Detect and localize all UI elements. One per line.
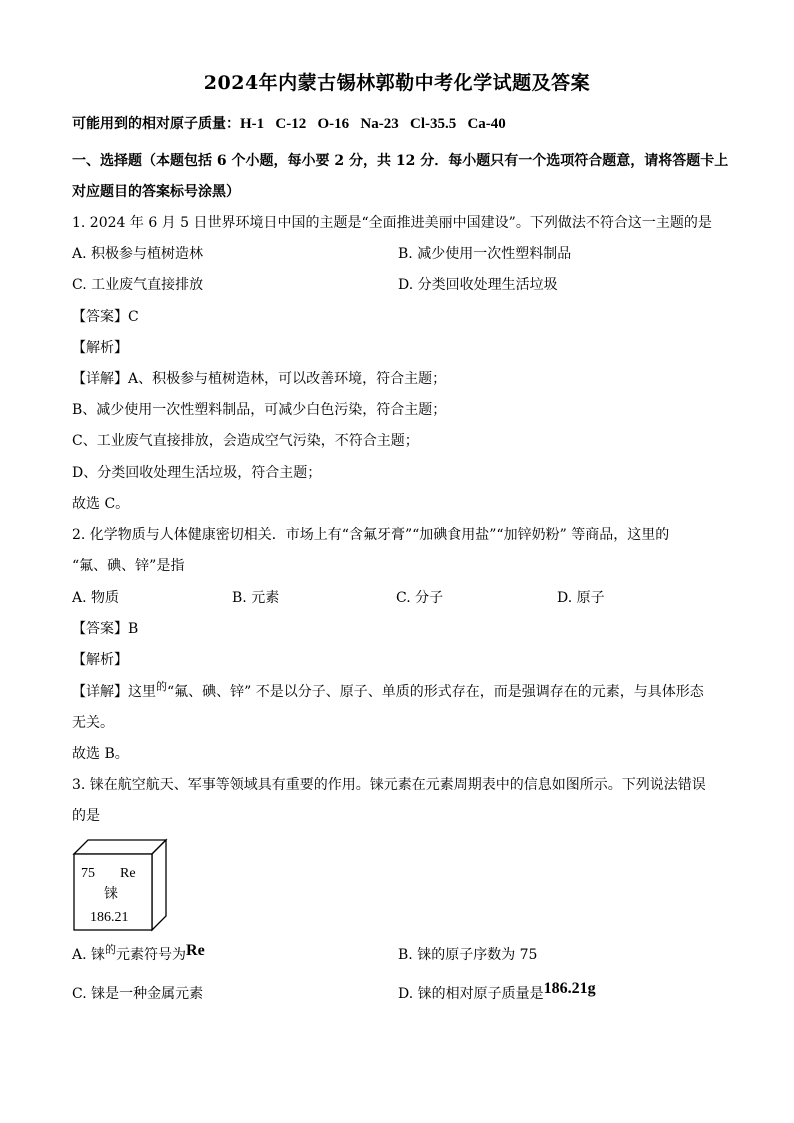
q2-detail-rest: “氟、碘、锌” 不是以分子、原子、单质的形式存在，而是强调存在的元素，与具体形态 (167, 684, 704, 700)
q3-option-a-de: 的 (105, 943, 117, 956)
q2-option-d: D. 原子 (557, 590, 605, 606)
q2-answer: 【答案】B (72, 621, 139, 637)
q2-analysis-label: 【解析】 (72, 652, 128, 668)
section-heading: 一、选择题（本题包括 6 个小题，每小要 2 分，共 12 分．每小题只有一个选项符合题意，请将答题卡上 (72, 153, 729, 169)
cube-side-face (152, 840, 166, 930)
element-name: 铼 (104, 886, 118, 902)
atomic-mass-line (72, 113, 506, 133)
q3-option-a-mid: 元素符号为 (116, 947, 187, 963)
atomic-mass: 186.21 (90, 910, 129, 925)
section-heading-cont: 对应题目的答案标号涂黑） (72, 184, 240, 200)
cube-top-face (74, 840, 166, 854)
q3-option-a-value: Re (186, 942, 205, 959)
q2-detail-de: 的 (156, 680, 167, 693)
q1-answer: 【答案】C (72, 309, 139, 325)
q3-option-d-prefix: D. 铼的相对原子质量是 (398, 986, 544, 1002)
q1-option-a: A. 积极参与植树造林 (72, 246, 204, 262)
q3-option-a (72, 942, 205, 966)
q2-detail-prefix: 【详解】这里 (72, 684, 156, 700)
q1-option-d: D. 分类回收处理生活垃圾 (398, 277, 558, 293)
q2-detail (72, 682, 704, 703)
element-symbol: Re (120, 866, 136, 881)
q3-option-c: C. 铼是一种金属元素 (72, 986, 204, 1002)
q1-option-c: C. 工业废气直接排放 (72, 277, 204, 293)
q1-conclusion: 故选 C。 (72, 496, 130, 512)
atomic-mass-values: H-1 C-12 O-16 Na-23 Cl-35.5 Ca-40 (240, 116, 506, 132)
q1-detail-3: C、工业废气直接排放，会造成空气污染，不符合主题； (72, 433, 419, 449)
element-cell-figure (70, 836, 170, 932)
q1-stem: 1. 2024 年 6 月 5 日世界环境日中国的主题是“全面推进美丽中国建设”。下列做法不符合这一主题的是 (72, 215, 712, 231)
q3-option-a-prefix: A. 铼 (72, 947, 106, 963)
q2-stem-cont: “氟、碘、锌”是指 (72, 558, 185, 574)
q2-stem: 2. 化学物质与人体健康密切相关．市场上有“含氟牙膏”“加碘食用盐”“加锌奶粉” 等商品，这里的 (72, 527, 670, 543)
page-title: 2024年内蒙古锡林郭勒中考化学试题及答案 (203, 72, 591, 94)
atomic-mass-label: 可能用到的相对原子质量： (72, 116, 240, 132)
q1-detail-1: 【详解】A、积极参与植树造林，可以改善环境，符合主题； (72, 371, 447, 387)
q1-detail-2: B、减少使用一次性塑料制品，可减少白色污染，符合主题； (72, 402, 447, 418)
q3-option-d (398, 980, 596, 1004)
q3-stem: 3. 铼在航空航天、军事等领域具有重要的作用。铼元素在元素周期表中的信息如图所示。下列说法错误 (72, 777, 706, 793)
q2-option-c: C. 分子 (396, 590, 444, 606)
q2-conclusion: 故选 B。 (72, 746, 129, 762)
q2-detail-cont: 无关。 (72, 715, 114, 731)
q3-stem-cont: 的是 (72, 808, 100, 824)
q2-option-b: B. 元素 (232, 590, 280, 606)
q2-option-a: A. 物质 (72, 590, 120, 606)
atomic-number: 75 (81, 866, 95, 881)
q3-option-b: B. 铼的原子序数为 75 (398, 947, 538, 963)
q1-analysis-label: 【解析】 (72, 340, 128, 356)
q1-option-b: B. 减少使用一次性塑料制品 (398, 246, 572, 262)
q3-option-d-value: 186.21g (543, 980, 596, 997)
q1-detail-4: D、分类回收处理生活垃圾，符合主题； (72, 465, 322, 481)
